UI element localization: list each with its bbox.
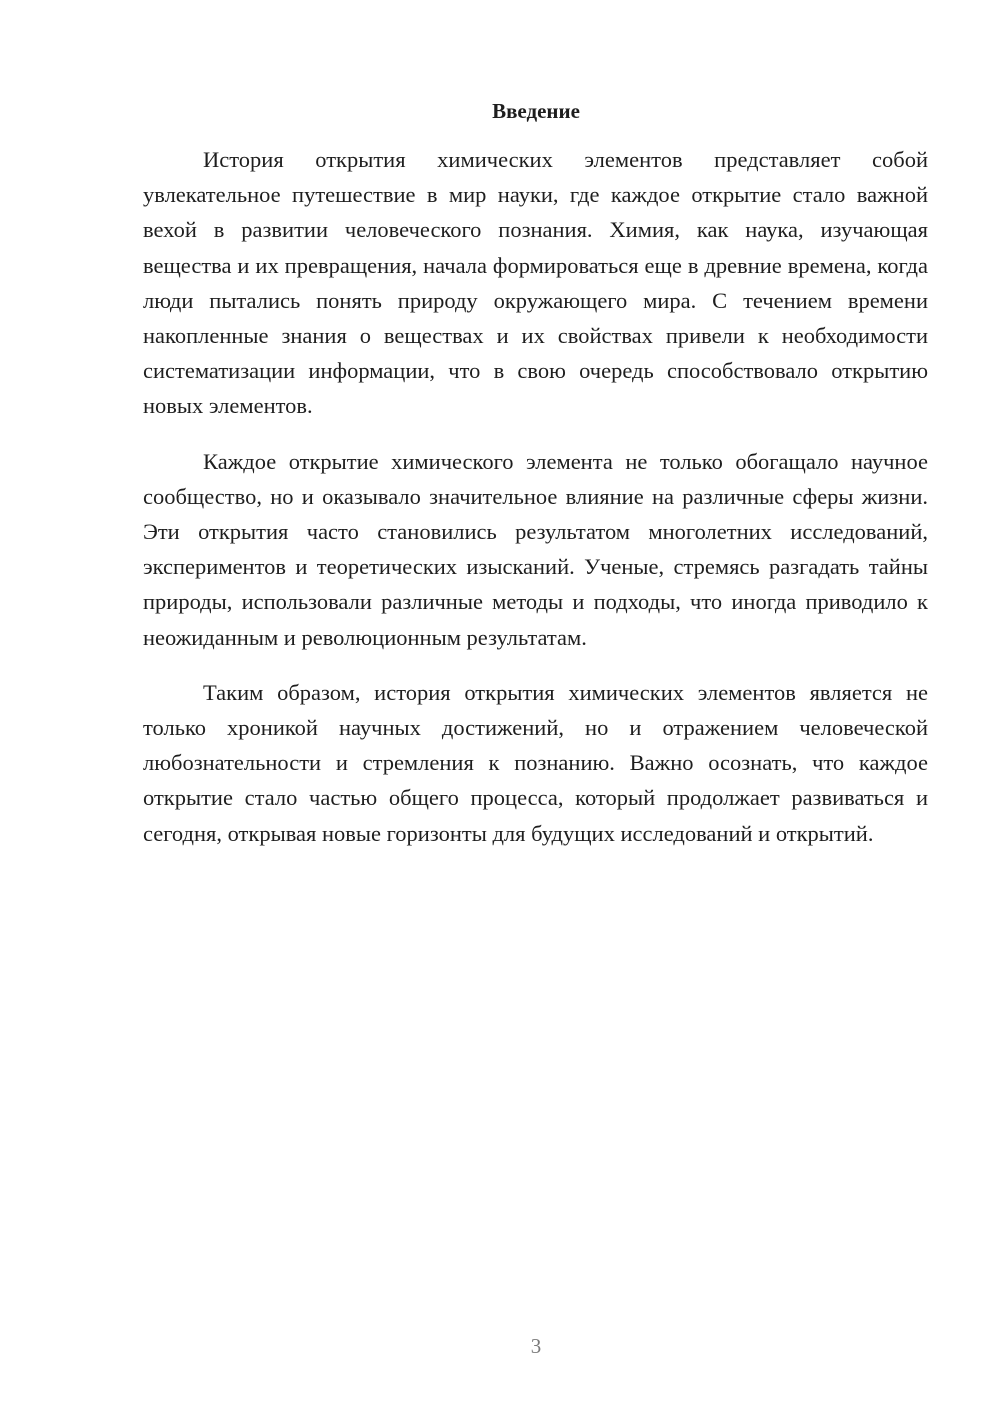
page-number: 3	[530, 1334, 542, 1358]
body-text	[143, 142, 928, 871]
page-title: Введение	[492, 99, 580, 123]
paragraph-1: История открытия химических элементов представляет собой увлекательное путешествие в мир науки, где каждое открытие стало важной вехой в развитии человеческого познания. Химия, как наука, изучающая вещества и их превращения, начала формироваться еще в древние времена, когда люди пытались понять природу окружающего мира. С течением времени накопленные знания о веществах и их свойствах привели к необходимости систематизации информации, что в свою очередь способствовало открытию новых элементов.	[143, 147, 928, 419]
paragraph-2: Каждое открытие химического элемента не только обогащало научное сообщество, но и оказывало значительное влияние на различные сферы жизни. Эти открытия часто становились результатом многолетних исследований, экспериментов и теоретических изысканий. Ученые, стремясь разгадать тайны природы, использовали различные методы и подходы, что иногда приводило к неожиданным и революционным результатам.	[143, 448, 928, 650]
paragraph-3: Таким образом, история открытия химических элементов является не только хроникой научных достижений, но и отражением человеческой любознательности и стремления к познанию. Важно осознать, что каждое открытие стало частью общего процесса, который продолжает развиваться и сегодня, открывая новые горизонты для будущих исследований и открытий.	[143, 679, 928, 846]
